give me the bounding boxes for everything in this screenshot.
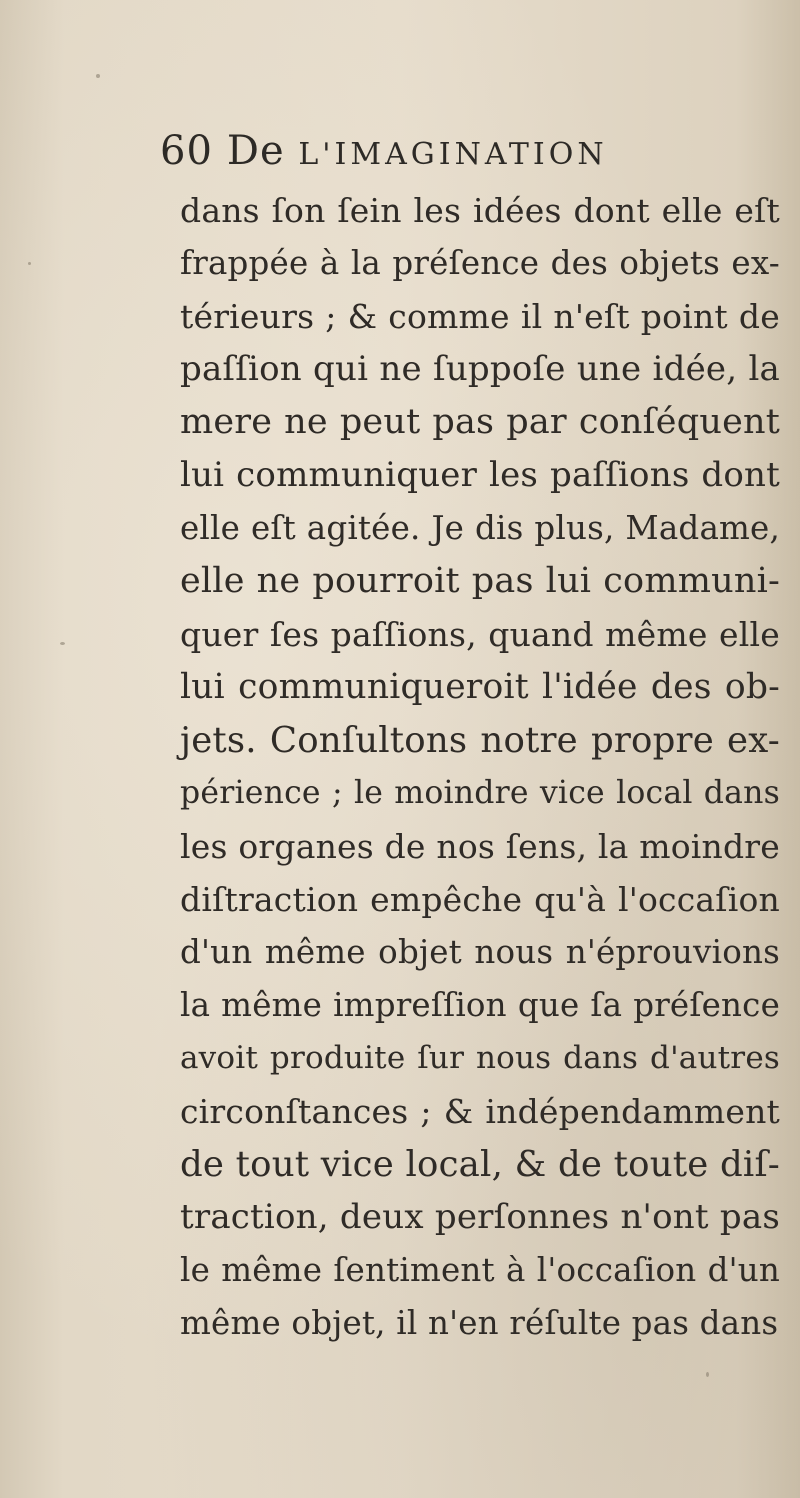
body-text bbox=[180, 184, 780, 1350]
text-line: diſtraction empêche qu'à l'occaſion bbox=[180, 880, 780, 919]
text-line: le même ſentiment à l'occaſion d'un bbox=[180, 1251, 780, 1289]
text-line: même objet, il n'en réſulte pas dans bbox=[180, 1304, 779, 1342]
page-number: 60 bbox=[160, 128, 213, 174]
text-line: jets. Conſultons notre propre ex- bbox=[180, 720, 780, 761]
text-line: traction, deux perſonnes n'ont pas bbox=[180, 1197, 780, 1237]
text-line: la même impreſſion que ſa préſence bbox=[180, 986, 780, 1024]
text-line: mere ne peut pas par conſéquent bbox=[180, 402, 780, 442]
text-line: circonſtances ; & indépendamment bbox=[180, 1092, 780, 1131]
running-title: L'IMAGINATION bbox=[298, 137, 608, 172]
text-line: frappée à la préſence des objets ex- bbox=[180, 244, 780, 282]
text-line: térieurs ; & comme il n'eſt point de bbox=[180, 297, 780, 336]
running-head bbox=[160, 128, 608, 174]
text-line: les organes de nos ſens, la moindre bbox=[180, 827, 780, 866]
text-line: paſſion qui ne ſuppoſe une idée, la bbox=[180, 349, 780, 389]
text-line: d'un même objet nous n'éprouvions bbox=[180, 933, 780, 971]
text-line: quer ſes paſſions, quand même elle bbox=[180, 615, 780, 654]
text-line: lui communiquer les paſſions dont bbox=[180, 455, 780, 495]
running-title-prefix: De bbox=[226, 128, 285, 174]
text-line: périence ; le moindre vice local dans bbox=[180, 775, 780, 811]
paper-speck bbox=[28, 262, 31, 265]
text-line: avoit produite ſur nous dans d'autres bbox=[180, 1040, 780, 1076]
text-line: lui communiqueroit l'idée des ob- bbox=[180, 667, 780, 707]
paper-speck bbox=[60, 642, 65, 645]
paper-speck bbox=[706, 1372, 709, 1377]
paper-speck bbox=[96, 74, 100, 78]
text-line: de tout vice local, & de toute diſ- bbox=[180, 1144, 780, 1185]
text-line: dans ſon ſein les idées dont elle eſt bbox=[180, 191, 780, 230]
text-line: elle eſt agitée. Je dis plus, Madame, bbox=[180, 509, 780, 547]
text-line: elle ne pourroit pas lui communi- bbox=[180, 561, 780, 601]
